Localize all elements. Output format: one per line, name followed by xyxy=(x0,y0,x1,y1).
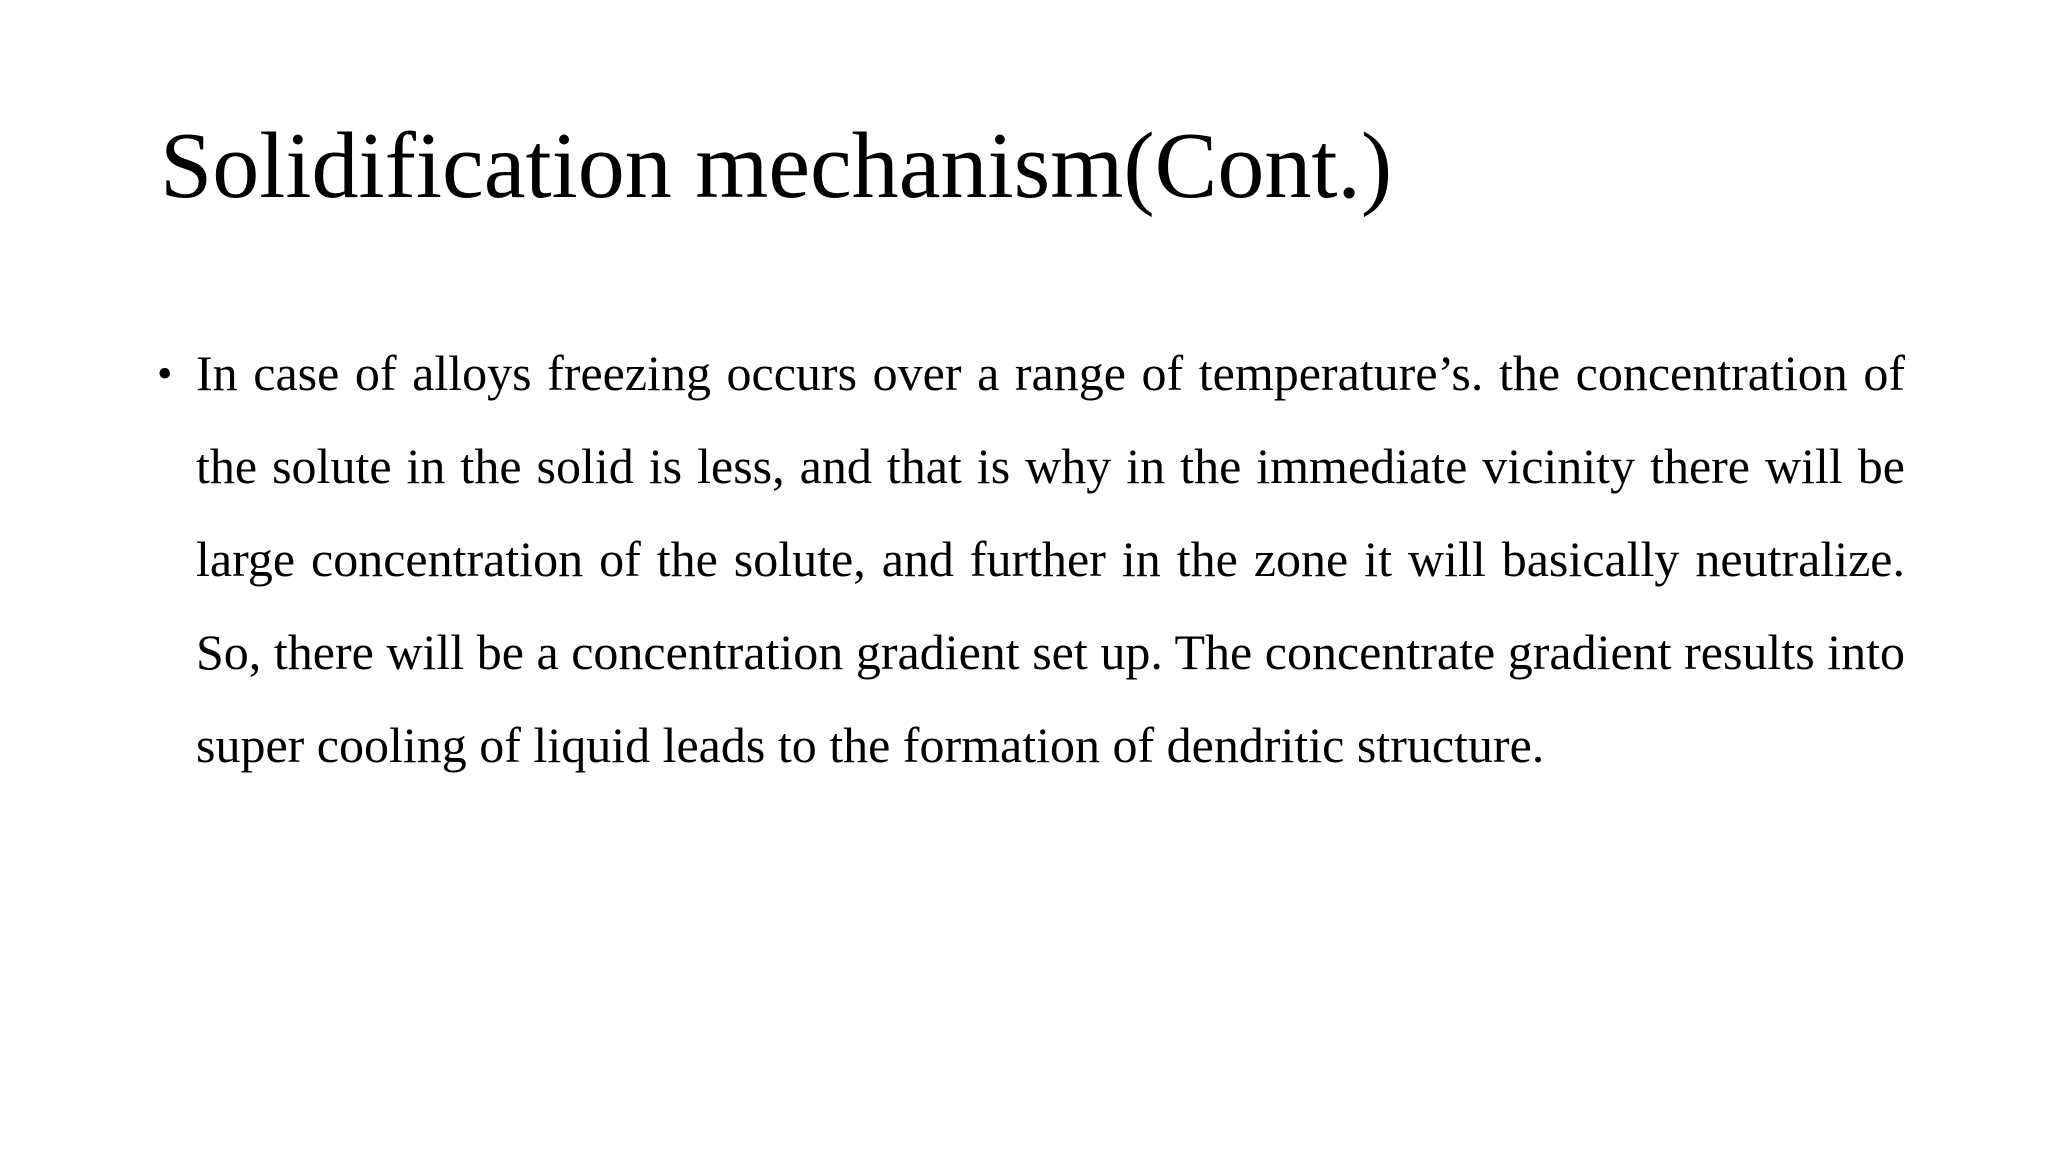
bullet-icon: • xyxy=(157,349,173,398)
bullet-item xyxy=(157,327,1905,792)
bullet-text: In case of alloys freezing occurs over a range of temperature’s. the concentration of the solute in the solid is less, and that is why in the immediate vicinity there will be large concentration of the solute, and further in the zone it will basically neutralize. So, there will be a concentration gradient set up. The concentrate gradient results into super cooling of liquid leads to the formation of dendritic structure. xyxy=(196,345,1905,773)
bullet-list xyxy=(157,327,1905,792)
slide-title: Solidification mechanism(Cont.) xyxy=(160,114,1393,218)
